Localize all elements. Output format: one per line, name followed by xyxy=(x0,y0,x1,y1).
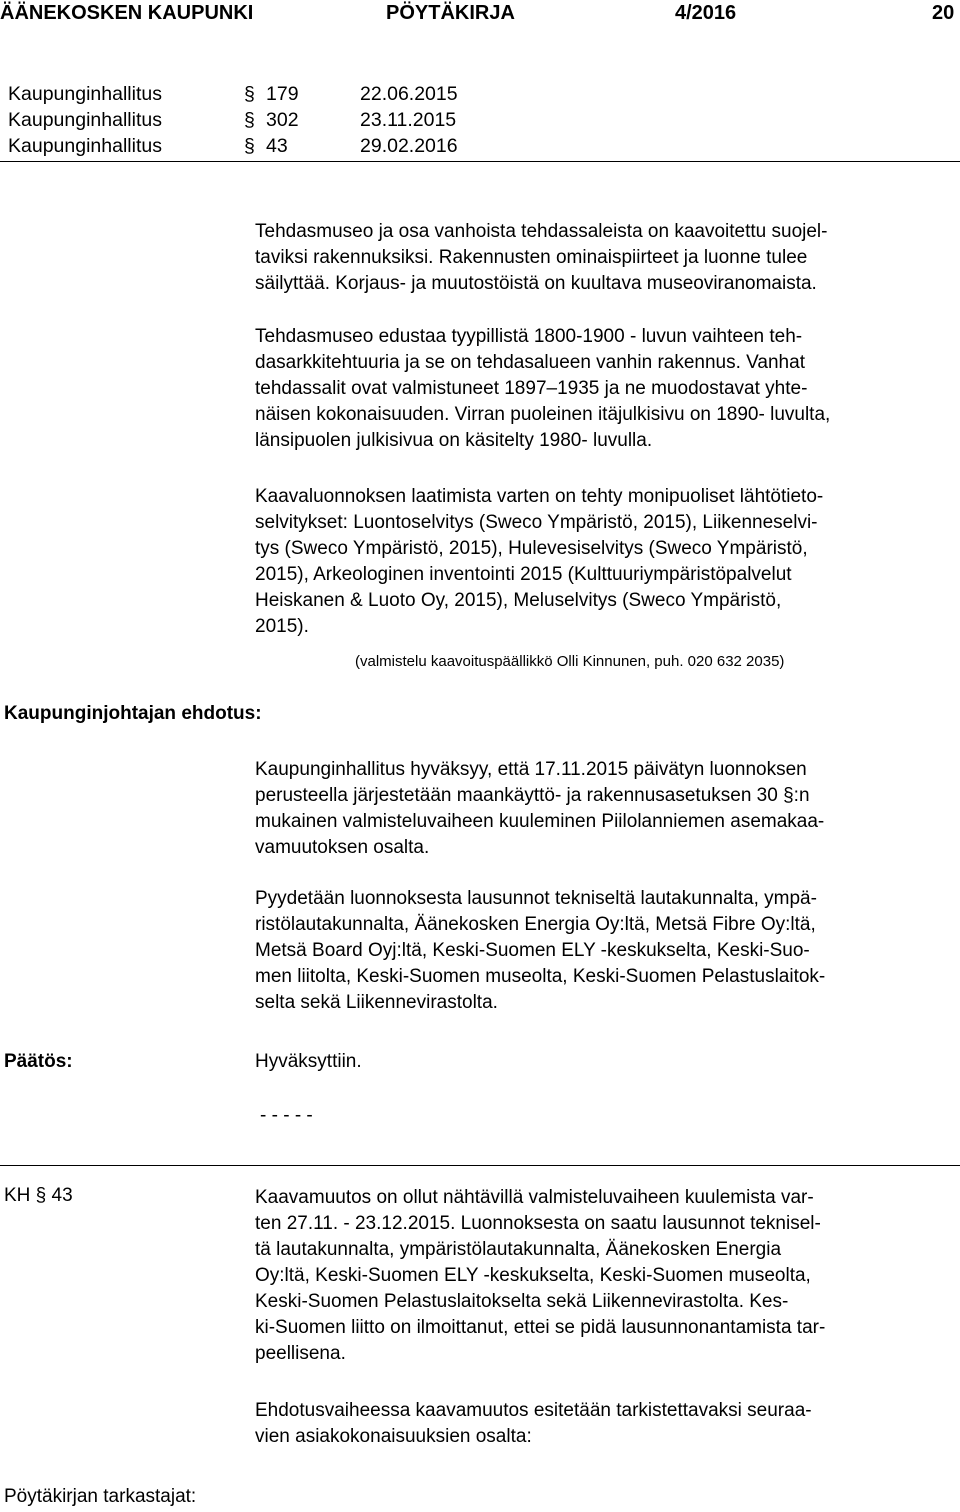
page-number: 20 xyxy=(932,2,955,24)
paragraph-consultation xyxy=(255,1185,955,1367)
text-line: selta sekä Liikennevirastolta. xyxy=(255,992,498,1013)
section-number: 43 xyxy=(266,135,288,157)
text-line: säilyttää. Korjaus- ja muutostöistä on kuultava museoviranomaista. xyxy=(255,273,817,294)
reference-body: Kaupunginhallitus xyxy=(8,109,162,131)
decision-label: Päätös: xyxy=(4,1051,73,1072)
text-line: tehdassalit ovat valmistuneet 1897–1935 ja ne muodostavat yhte- xyxy=(255,378,808,399)
reference-date: 23.11.2015 xyxy=(360,109,457,131)
text-line: dasarkkitehtuuria ja se on tehdasalueen vanhin rakennus. Vanhat xyxy=(255,352,805,373)
decision-text: Hyväksyttiin. xyxy=(255,1051,362,1072)
text-line: 2015). xyxy=(255,616,309,637)
kh-section-label: KH § 43 xyxy=(4,1185,73,1206)
text-line: peellisena. xyxy=(255,1343,346,1364)
text-line: näisen kokonaisuuden. Virran puoleinen itäjulkisivu on 1890- luvulta, xyxy=(255,404,831,425)
text-line: Tehdasmuseo ja osa vanhoista tehdassaleista on kaavoitettu suojel- xyxy=(255,221,828,242)
text-line: Tehdasmuseo edustaa tyypillistä 1800-1900 - luvun vaihteen teh- xyxy=(255,326,803,347)
text-line: Keski-Suomen Pelastuslaitokselta sekä Liikennevirastolta. Kes- xyxy=(255,1291,789,1312)
reference-body: Kaupunginhallitus xyxy=(8,83,162,105)
text-line: länsipuolen julkisivua on käsitelty 1980- luvulla. xyxy=(255,430,653,451)
section-separator: - - - - - xyxy=(260,1105,313,1126)
paragraph-protection xyxy=(255,219,955,297)
text-line: ten 27.11. - 23.12.2015. Luonnoksesta on saatu lausunnot teknisel- xyxy=(255,1213,821,1234)
paragraph-proposal xyxy=(255,757,955,861)
section-symbol: § xyxy=(244,83,255,105)
reference-body: Kaupunginhallitus xyxy=(8,135,162,157)
paragraph-surveys xyxy=(255,484,955,640)
text-line: vien asiakokonaisuuksien osalta: xyxy=(255,1426,532,1447)
text-line: mukainen valmisteluvaiheen kuuleminen Piilolanniemen asemakaa- xyxy=(255,811,825,832)
issue-number: 4/2016 xyxy=(675,2,737,24)
section-symbol: § xyxy=(244,135,255,157)
text-line: 2015), Arkeologinen inventointi 2015 (Kulttuuriympäristöpalvelut xyxy=(255,564,792,585)
text-line: Kaavaluonnoksen laatimista varten on tehty monipuoliset lähtötieto- xyxy=(255,486,824,507)
header-divider xyxy=(0,161,960,162)
text-line: Ehdotusvaiheessa kaavamuutos esitetään tarkistettavaksi seuraa- xyxy=(255,1400,812,1421)
reference-date: 29.02.2016 xyxy=(360,135,458,157)
document-type: PÖYTÄKIRJA xyxy=(386,2,515,24)
text-line: ristölautakunnalta, Äänekosken Energia Oy:ltä, Metsä Fibre Oy:ltä, xyxy=(255,914,816,935)
text-line: Kaavamuutos on ollut nähtävillä valmisteluvaiheen kuulemista var- xyxy=(255,1187,814,1208)
text-line: Oy:ltä, Keski-Suomen ELY -keskukselta, Keski-Suomen museolta, xyxy=(255,1265,811,1286)
text-line: taviksi rakennuksiksi. Rakennusten ominaispiirteet ja luonne tulee xyxy=(255,247,808,268)
preparer-note: (valmistelu kaavoituspäällikkö Olli Kinnunen, puh. 020 632 2035) xyxy=(355,653,785,670)
text-line: Kaupunginhallitus hyväksyy, että 17.11.2015 päivätyn luonnoksen xyxy=(255,759,807,780)
section-number: 302 xyxy=(266,109,299,131)
proposal-label: Kaupunginjohtajan ehdotus: xyxy=(4,703,262,724)
text-line: men liitolta, Keski-Suomen museolta, Keski-Suomen Pelastuslaitok- xyxy=(255,966,826,987)
reference-date: 22.06.2015 xyxy=(360,83,458,105)
text-line: vamuutoksen osalta. xyxy=(255,837,430,858)
text-line: Pyydetään luonnoksesta lausunnot tekniseltä lautakunnalta, ympä- xyxy=(255,888,817,909)
section-symbol: § xyxy=(244,109,255,131)
paragraph-proposal-stage xyxy=(255,1398,955,1450)
minutes-reviewers-label: Pöytäkirjan tarkastajat: xyxy=(4,1486,197,1507)
paragraph-statements xyxy=(255,886,955,1016)
section-number: 179 xyxy=(266,83,299,105)
section-divider xyxy=(0,1165,960,1166)
paragraph-museum xyxy=(255,324,955,454)
text-line: perusteella järjestetään maankäyttö- ja rakennusasetuksen 30 §:n xyxy=(255,785,810,806)
text-line: ki-Suomen liitto on ilmoittanut, ettei se pidä lausunnonantamista tar- xyxy=(255,1317,826,1338)
text-line: Metsä Board Oyj:ltä, Keski-Suomen ELY -keskukselta, Keski-Suo- xyxy=(255,940,810,961)
text-line: tys (Sweco Ympäristö, 2015), Hulevesiselvitys (Sweco Ympäristö, xyxy=(255,538,808,559)
text-line: Heiskanen & Luoto Oy, 2015), Meluselvitys (Sweco Ympäristö, xyxy=(255,590,782,611)
text-line: tä lautakunnalta, ympäristölautakunnalta, Äänekosken Energia xyxy=(255,1239,782,1260)
text-line: selvitykset: Luontoselvitys (Sweco Ympäristö, 2015), Liikenneselvi- xyxy=(255,512,818,533)
organization-name: ÄÄNEKOSKEN KAUPUNKI xyxy=(0,2,254,24)
